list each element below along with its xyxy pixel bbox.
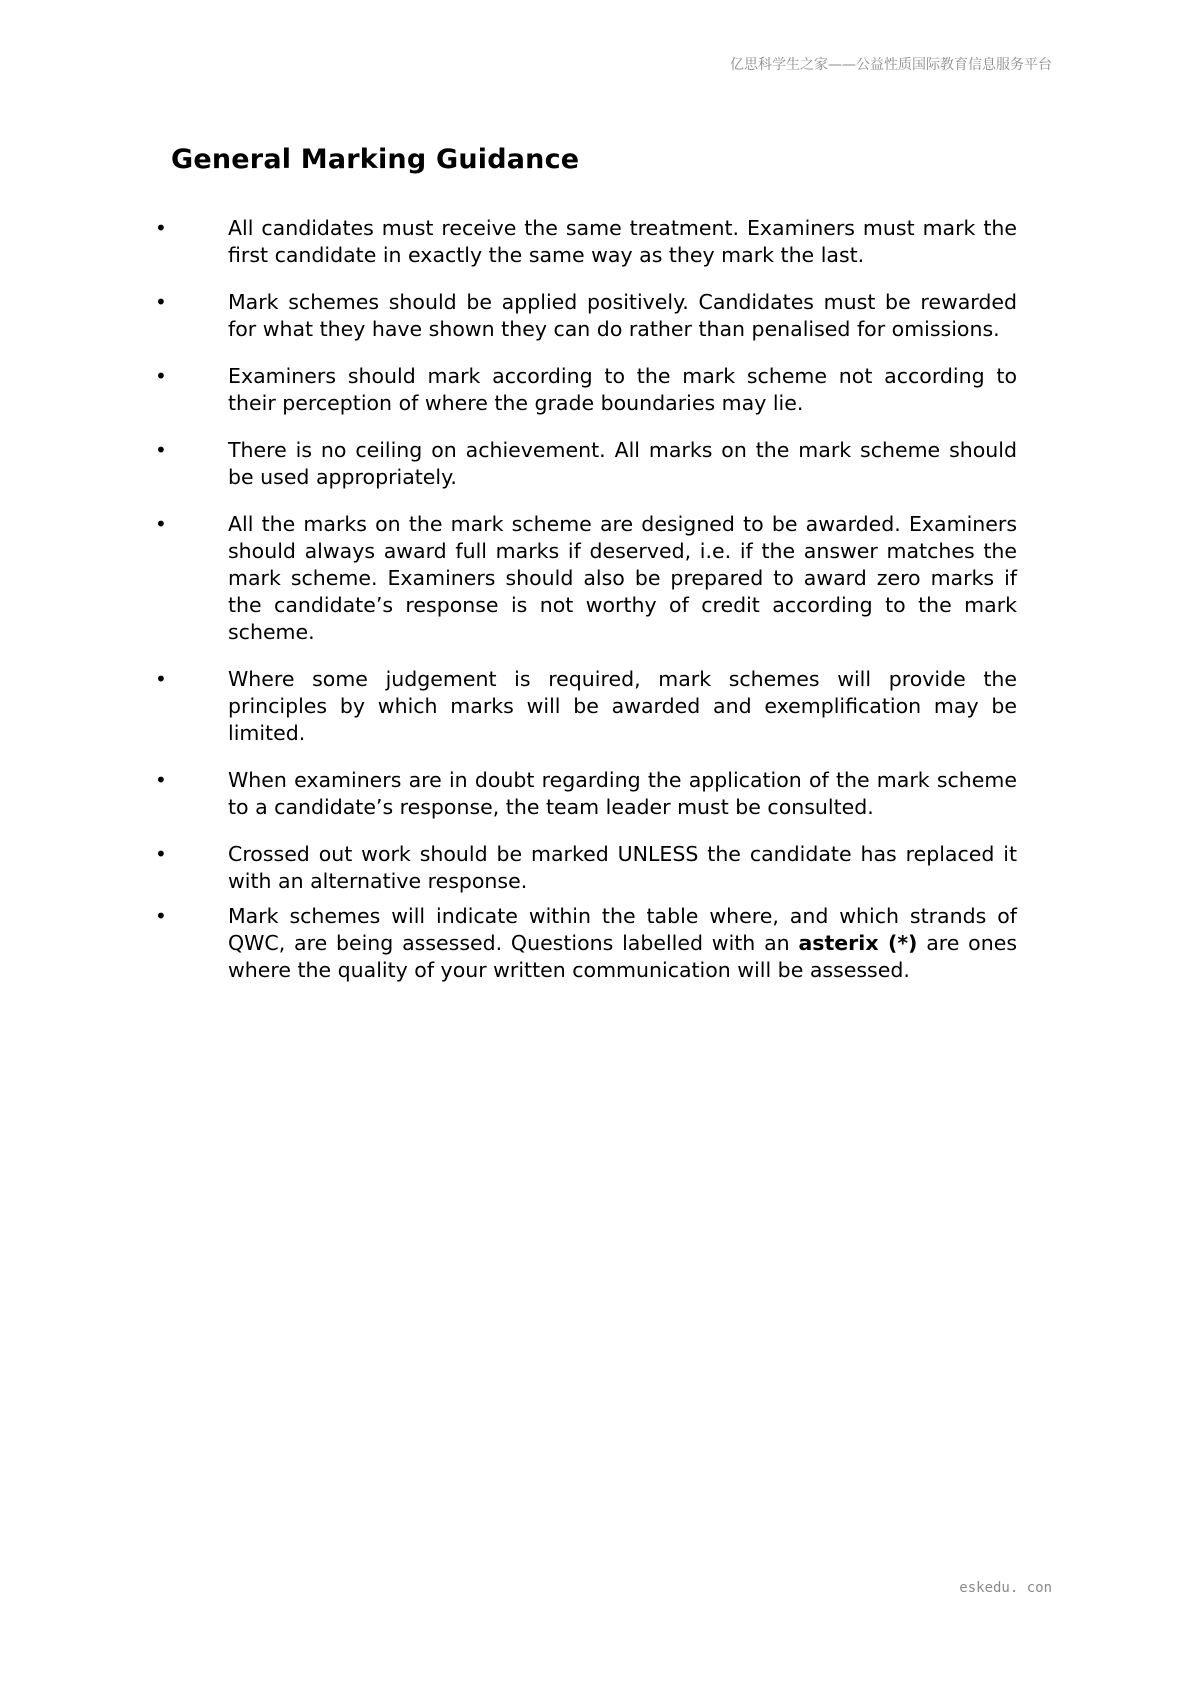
asterix-emphasis: asterix (*)	[798, 931, 918, 955]
list-item-text: There is no ceiling on achievement. All marks on the mark scheme should be used appropriately.	[228, 438, 1017, 489]
bullet-icon: •	[155, 438, 167, 462]
list-item	[0, 289, 1190, 343]
bullet-icon: •	[155, 768, 167, 792]
list-item	[0, 215, 1190, 269]
list-item	[0, 363, 1190, 417]
list-item-text: All candidates must receive the same treatment. Examiners must mark the first candidate in exactly the same way as they mark the last.	[228, 216, 1017, 267]
list-item	[0, 666, 1190, 747]
list-item	[0, 767, 1190, 821]
list-item	[0, 437, 1190, 491]
guidance-list	[0, 215, 1190, 1004]
bullet-icon: •	[155, 512, 167, 536]
list-item-text: Examiners should mark according to the mark scheme not according to their perception of where the grade boundaries may lie.	[228, 364, 1017, 415]
list-item-text: Mark schemes should be applied positively. Candidates must be rewarded for what they have shown they can do rather than penalised for omissions.	[228, 290, 1017, 341]
bullet-icon: •	[155, 290, 167, 314]
qwc-text-after: are ones where the quality of your written communication will be assessed.	[228, 931, 1017, 982]
bullet-icon: •	[155, 364, 167, 388]
header-watermark: 亿思科学生之家——公益性质国际教育信息服务平台	[730, 57, 1052, 73]
list-item	[0, 841, 1190, 895]
bullet-icon: •	[155, 842, 167, 866]
bullet-icon: •	[155, 216, 167, 240]
footer-watermark: eskedu. con	[959, 1580, 1052, 1596]
list-item	[0, 903, 1190, 984]
qwc-text-before: Mark schemes will indicate within the table where, and which strands of QWC, are being assessed. Questions labelled with an	[228, 904, 1017, 955]
list-item	[0, 511, 1190, 646]
list-item-text	[228, 903, 1017, 984]
list-item-text: Where some judgement is required, mark schemes will provide the principles by which marks will be awarded and exemplification may be limited.	[228, 667, 1017, 745]
list-item-text: All the marks on the mark scheme are designed to be awarded. Examiners should always award full marks if deserved, i.e. if the answer matches the mark scheme. Examiners should also be prepared to award zero marks if the candidate’s response is not worthy of credit according to the mark scheme.	[228, 512, 1017, 644]
list-item-text: Crossed out work should be marked UNLESS the candidate has replaced it with an alternative response.	[228, 842, 1017, 893]
bullet-icon: •	[155, 904, 167, 928]
bullet-icon: •	[155, 667, 167, 691]
list-item-text: When examiners are in doubt regarding the application of the mark scheme to a candidate’s response, the team leader must be consulted.	[228, 768, 1017, 819]
page-title: General Marking Guidance	[171, 144, 580, 175]
